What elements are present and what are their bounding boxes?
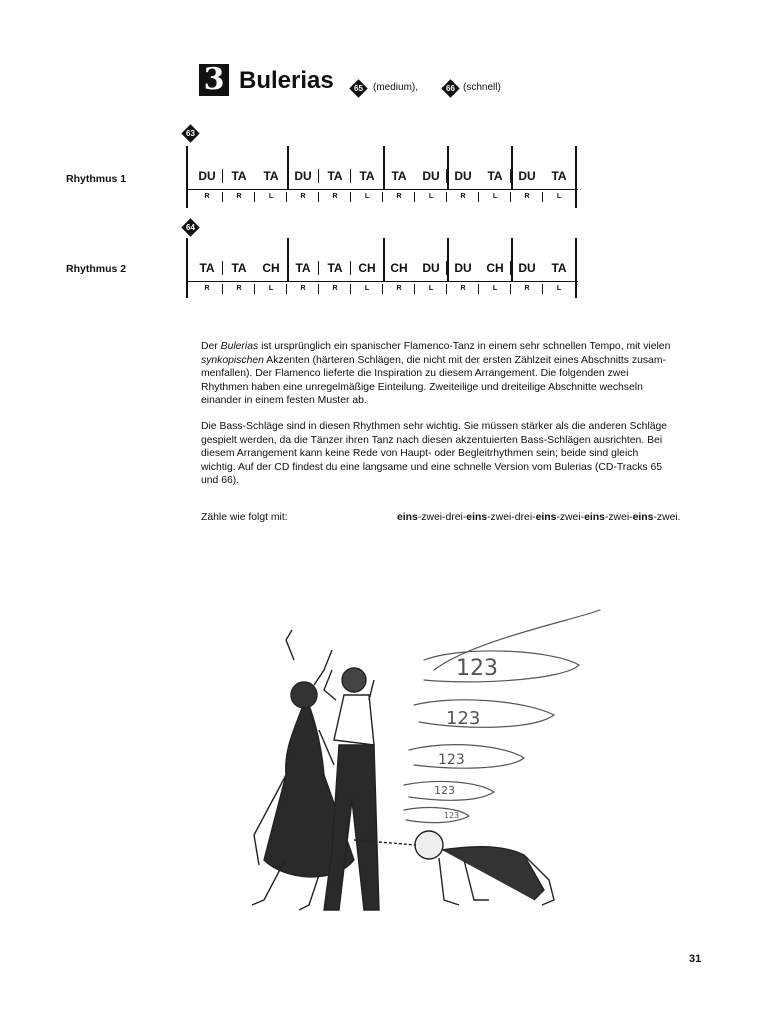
count-part: eins: [584, 512, 605, 523]
beat-cell: DU: [191, 164, 223, 188]
beat-cell: TA: [263, 169, 279, 183]
bar-line: [287, 146, 289, 190]
hand-cell: R: [319, 282, 351, 296]
track-number: 64: [186, 223, 195, 232]
hand-cell: R: [287, 282, 319, 296]
beat-cell: DU: [454, 169, 472, 183]
text-line: menfallen). Der Flamenco lieferte die Inspiration zu diesem Arrangement. Die folgenden zwei: [201, 368, 629, 379]
section-number-badge: 3: [199, 64, 229, 96]
text-line: Die Bass-Schläge sind in diesen Rhythmen sehr wichtig. Sie müssen stärker als die anderen Schläge: [201, 421, 668, 432]
beat-cell: TA: [359, 169, 375, 183]
hand-cell: L: [415, 190, 447, 204]
bar-line: [383, 238, 385, 282]
rhythm-label: Rhythmus 1: [66, 173, 127, 185]
count-label: Zähle wie folgt mit:: [201, 512, 288, 523]
beat-cell: CH: [262, 261, 280, 275]
track-number: 66: [446, 84, 455, 93]
crawling-man: [354, 831, 554, 905]
count-part: eins: [535, 512, 557, 523]
rhythm-grid-1: [186, 146, 582, 208]
bar-line: [186, 238, 188, 298]
hand-cell: R: [319, 190, 351, 204]
hand-cell: L: [255, 282, 287, 296]
flamenco-dancers-illustration: [224, 600, 604, 930]
beat-cell: TA: [231, 261, 247, 275]
track-number: 63: [186, 129, 195, 138]
hand-cell: R: [511, 282, 543, 296]
text-line: wichtig. Auf der CD findest du eine langsame und eine schnelle Version vom Bulerias (CD-Tracks 65: [201, 461, 663, 473]
text-line: und 66).: [201, 475, 240, 486]
text-line: Der Bulerias ist ursprünglich ein spanischer Flamenco-Tanz in einem sehr schnellen Tempo, mit vielen: [201, 341, 671, 352]
hand-cell: R: [511, 190, 543, 204]
count-part: eins: [397, 512, 418, 523]
count-part: -zwei-drei-: [487, 512, 536, 523]
beat-cell: TA: [287, 256, 319, 280]
track-number: 65: [354, 84, 363, 93]
hand-row: [191, 190, 575, 204]
hand-cell: R: [383, 190, 415, 204]
count-scribble: 123: [456, 656, 498, 681]
hand-cell: L: [479, 282, 511, 296]
count-part: -zwei-drei-: [417, 512, 467, 523]
count-part: eins: [466, 512, 488, 523]
beat-cell: TA: [191, 256, 223, 280]
hand-cell: R: [447, 282, 479, 296]
bar-line: [287, 238, 289, 282]
intro-paragraph: [201, 340, 707, 408]
hand-cell: L: [556, 193, 562, 200]
count-part: -zwei-: [604, 512, 633, 523]
bar-line: [186, 146, 188, 208]
beat-cell: DU: [415, 256, 447, 280]
hand-cell: L: [556, 285, 562, 292]
beat-cell: TA: [319, 164, 351, 188]
beat-cell: DU: [415, 164, 447, 188]
hand-cell: R: [383, 282, 415, 296]
swirl-line: [414, 700, 554, 728]
bar-line: [575, 146, 577, 208]
bar-line: [447, 146, 449, 190]
count-part: -zwei-: [556, 512, 585, 523]
beat-cell: TA: [479, 164, 511, 188]
tempo-label-medium: (medium),: [373, 82, 419, 93]
hand-cell: R: [287, 190, 319, 204]
text-line: Rhythmen haben eine unregelmäßige Einteilung. Zweiteilige und dreiteilige Abschnitte wechseln: [201, 381, 643, 393]
swirl-line: [424, 651, 579, 682]
hand-cell: R: [223, 282, 255, 296]
count-scribble: 123: [438, 752, 465, 768]
bar-line: [447, 238, 449, 282]
hand-cell: L: [479, 190, 511, 204]
beat-cell: DU: [518, 261, 536, 275]
bar-line: [511, 238, 513, 282]
page-title: Bulerias: [239, 67, 334, 94]
text-line: einander in einem festen Muster ab.: [201, 395, 367, 406]
count-scribble: 123: [444, 811, 460, 820]
hand-cell: L: [415, 282, 447, 296]
bar-line: [511, 146, 513, 190]
count-scribble: 123: [446, 708, 481, 729]
text-line: gespielt werden, da die Tänzer ihren Tanz nach diesen akzentuierten Bass-Schlägen ausrichten. Bei: [201, 434, 663, 446]
hand-cell: L: [255, 190, 287, 204]
count-part: eins: [632, 512, 654, 523]
hand-cell: R: [191, 190, 223, 204]
text-line: synkopischen Akzenten (härteren Schlägen, die nicht mit der ersten Zählzeit eines Abschnitts zusam-: [201, 354, 666, 366]
beat-cell: TA: [551, 261, 567, 275]
beat-cell: TA: [551, 169, 567, 183]
bar-line: [383, 146, 385, 190]
hand-cell: R: [191, 282, 223, 296]
beat-cell: TA: [319, 256, 351, 280]
beat-cell: CH: [390, 261, 408, 275]
hand-cell: R: [447, 190, 479, 204]
tempo-label-fast: (schnell): [463, 82, 501, 93]
beat-cell: DU: [454, 261, 472, 275]
hand-cell: R: [223, 190, 255, 204]
swirl-line: [409, 745, 524, 768]
beat-cell: CH: [358, 261, 376, 275]
count-scribble: 123: [434, 784, 455, 797]
beat-cell: CH: [479, 256, 511, 280]
beat-cell: TA: [391, 169, 407, 183]
beat-cell: TA: [231, 169, 247, 183]
rhythm-label: Rhythmus 2: [66, 263, 127, 275]
rhythm-grid-2: [186, 238, 582, 298]
bar-line: [575, 238, 577, 298]
count-sequence: [397, 512, 681, 523]
bass-paragraph: [201, 420, 707, 488]
hand-cell: L: [351, 282, 383, 296]
man-dancer: [324, 668, 379, 910]
page-number: 31: [689, 953, 702, 965]
count-part: -zwei.: [653, 512, 681, 523]
beat-cell: DU: [287, 164, 319, 188]
text-line: diesem Arrangement kann keine Rede von Haupt- oder Begleitrhythmen sein; beide sind gleich: [201, 448, 639, 459]
hand-cell: L: [351, 190, 383, 204]
hand-row: [191, 282, 575, 296]
beat-cell: DU: [518, 169, 536, 183]
